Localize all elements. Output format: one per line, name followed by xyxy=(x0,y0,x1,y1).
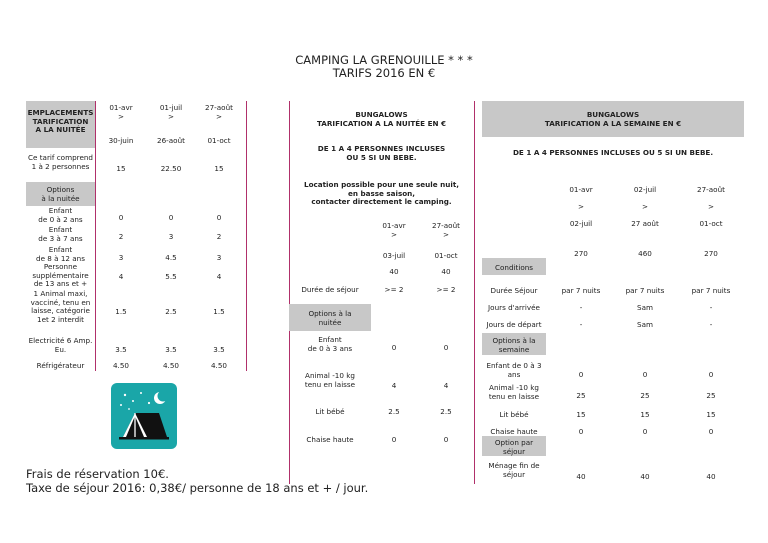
emp-row-value: 4.5 xyxy=(165,253,177,262)
emp-period-3-end: 01-oct xyxy=(207,136,231,145)
emp-row-label: Enfant de 3 à 7 ans xyxy=(38,225,83,243)
emp-row-value: 4.50 xyxy=(210,361,227,370)
emp-row-value: 3 xyxy=(168,232,174,241)
semaine-conditions-label: Conditions xyxy=(494,263,534,272)
semaine-price-3: 270 xyxy=(704,249,718,258)
nuitee-row-value: 2.5 xyxy=(388,407,400,416)
semaine-cond-value: - xyxy=(709,320,713,329)
semaine-row-value: 0 xyxy=(642,427,648,436)
nuitee-period-2-start: 27-août > xyxy=(432,221,460,239)
emp-row-label: Personne supplémentaire de 13 ans et + xyxy=(32,262,89,288)
emp-row-value: 5.5 xyxy=(165,272,177,281)
semaine-row-value: 25 xyxy=(576,391,586,400)
semaine-row-value: 15 xyxy=(640,410,650,419)
nuitee-row-value: 2.5 xyxy=(440,407,452,416)
semaine-period-2-end: 27 août xyxy=(631,219,659,228)
semaine-row-label: Chaise haute xyxy=(490,427,538,436)
emp-row-value: 1.5 xyxy=(213,307,225,316)
emp-row-label: Enfant de 8 à 12 ans xyxy=(36,245,85,263)
semaine-row-value: 0 xyxy=(578,370,584,379)
nuitee-row-value: 0 xyxy=(443,343,449,352)
camping-logo xyxy=(111,383,177,449)
nuitee-subheading: DE 1 A 4 PERSONNES INCLUSES OU 5 SI UN BEBE. xyxy=(317,144,446,162)
emp-row-value: 4 xyxy=(216,272,222,281)
semaine-cond-value: par 7 nuits xyxy=(691,286,731,295)
semaine-cond-value: Sam xyxy=(637,320,653,329)
semaine-menage-value: 40 xyxy=(640,472,650,481)
semaine-cond-label: Durée Séjour xyxy=(490,286,538,295)
emp-row-value: 3.5 xyxy=(213,345,225,354)
emp-row-label: Electricité 6 Amp. Eu. xyxy=(28,336,93,354)
nuitee-price-1: 40 xyxy=(389,267,399,276)
emp-row-value: 2.5 xyxy=(165,307,177,316)
camping-name: CAMPING LA GRENOUILLE * * * xyxy=(295,53,473,67)
semaine-price-1: 270 xyxy=(574,249,588,258)
nuitee-row-label: Chaise haute xyxy=(306,435,354,444)
emp-row-label: Réfrigérateur xyxy=(36,361,85,370)
emp-row-value: 0 xyxy=(216,213,222,222)
semaine-period-1-end: 02-juil xyxy=(569,219,593,228)
emp-period-2-end: 26-août xyxy=(157,136,185,145)
nuitee-duree-2: >= 2 xyxy=(436,285,456,294)
reservation-fee-note: Frais de réservation 10€. xyxy=(26,467,169,481)
emp-row-label: Enfant de 0 à 2 ans xyxy=(38,206,83,224)
emp-period-1-start: 01-avr > xyxy=(109,103,133,121)
semaine-period-3-end: 01-oct xyxy=(699,219,723,228)
nuitee-row-value: 4 xyxy=(443,381,449,390)
semaine-row-value: 15 xyxy=(576,410,586,419)
emp-row-value: 4 xyxy=(118,272,124,281)
semaine-cond-value: par 7 nuits xyxy=(625,286,665,295)
emp-period-1-end: 30-juin xyxy=(108,136,134,145)
nuitee-row-label: Lit bébé xyxy=(315,407,345,416)
semaine-period-1-start: 01-avr > xyxy=(569,185,593,211)
emp-row-value: 2 xyxy=(216,232,222,241)
emp-period-2-start: 01-juil > xyxy=(159,103,183,121)
semaine-row-label: Animal -10 kg tenu en laisse xyxy=(488,383,540,401)
semaine-cond-value: par 7 nuits xyxy=(561,286,601,295)
nuitee-row-value: 4 xyxy=(391,381,397,390)
semaine-cond-value: - xyxy=(709,303,713,312)
emplacements-heading: EMPLACEMENTS TARIFICATION A LA NUITÉE xyxy=(27,108,94,134)
nuitee-row-value: 0 xyxy=(391,435,397,444)
semaine-cond-value: - xyxy=(579,320,583,329)
emp-options-label: Options à la nuitée xyxy=(41,185,80,203)
nuitee-price-2: 40 xyxy=(441,267,451,276)
nuitee-period-2-end: 01-oct xyxy=(434,251,458,260)
nuitee-row-label: Animal -10 kg tenu en laisse xyxy=(304,371,356,389)
semaine-row-value: 0 xyxy=(708,370,714,379)
semaine-row-value: 25 xyxy=(640,391,650,400)
semaine-cond-value: Sam xyxy=(637,303,653,312)
tourist-tax-note: Taxe de séjour 2016: 0,38€/ personne de 18 ans et + / jour. xyxy=(26,481,369,495)
semaine-row-value: 0 xyxy=(578,427,584,436)
semaine-menage-value: 40 xyxy=(706,472,716,481)
nuitee-row-value: 0 xyxy=(391,343,397,352)
emp-row-value: 0 xyxy=(168,213,174,222)
emp-row-value: 4.50 xyxy=(112,361,129,370)
emp-base-3: 15 xyxy=(214,164,224,173)
emp-row-value: 0 xyxy=(118,213,124,222)
semaine-menage-value: 40 xyxy=(576,472,586,481)
semaine-row-value: 15 xyxy=(706,410,716,419)
emp-period-3-start: 27-août > xyxy=(205,103,233,121)
emp-row-value: 3 xyxy=(216,253,222,262)
emp-row-value: 3 xyxy=(118,253,124,262)
emp-row-value: 2 xyxy=(118,232,124,241)
semaine-heading: BUNGALOWS TARIFICATION A LA SEMAINE EN € xyxy=(544,110,682,128)
nuitee-row-value: 0 xyxy=(443,435,449,444)
emp-row-value: 3.5 xyxy=(165,345,177,354)
emp-row-label: 1 Animal maxi, vacciné, tenu en laisse, catégorie 1et 2 interdit xyxy=(30,289,91,324)
page-title xyxy=(0,54,768,80)
semaine-menage-label: Ménage fin de séjour xyxy=(488,461,540,479)
semaine-period-3-start: 27-août > xyxy=(697,185,725,211)
nuitee-period-1-end: 03-juil xyxy=(382,251,406,260)
semaine-row-value: 0 xyxy=(642,370,648,379)
semaine-option-sejour-label: Option par séjour xyxy=(494,438,534,456)
emp-row-value: 1.5 xyxy=(115,307,127,316)
semaine-price-2: 460 xyxy=(638,249,652,258)
semaine-row-value: 0 xyxy=(708,427,714,436)
semaine-row-value: 25 xyxy=(706,391,716,400)
nuitee-duree-label: Durée de séjour xyxy=(301,285,359,294)
emp-base-2: 22.50 xyxy=(160,164,182,173)
nuitee-duree-1: >= 2 xyxy=(384,285,404,294)
emp-base-label: Ce tarif comprend 1 à 2 personnes xyxy=(28,153,93,171)
semaine-cond-label: Jours d'arrivée xyxy=(488,303,540,312)
emp-base-1: 15 xyxy=(116,164,126,173)
semaine-subheading: DE 1 A 4 PERSONNES INCLUSES OU 5 SI UN BEBE. xyxy=(512,148,714,157)
nuitee-row-label: Enfant de 0 à 3 ans xyxy=(307,335,353,353)
semaine-row-label: Lit bébé xyxy=(499,410,529,419)
semaine-period-2-start: 02-juil > xyxy=(633,185,657,211)
semaine-row-label: Enfant de 0 à 3 ans xyxy=(486,361,542,379)
tarifs-year: TARIFS 2016 EN € xyxy=(332,66,436,80)
nuitee-options-label: Options à la nuitée xyxy=(308,309,352,327)
semaine-cond-label: Jours de départ xyxy=(486,320,542,329)
semaine-options-label: Options à la semaine xyxy=(492,336,536,354)
tent-night-icon xyxy=(111,383,177,449)
emp-row-value: 3.5 xyxy=(115,345,127,354)
nuitee-note: Location possible pour une seule nuit, en basse saison, contacter directement le camping. xyxy=(303,180,459,206)
nuitee-period-1-start: 01-avr > xyxy=(382,221,406,239)
nuitee-heading: BUNGALOWS TARIFICATION A LA NUITÉE EN € xyxy=(316,110,447,128)
semaine-cond-value: - xyxy=(579,303,583,312)
emp-row-value: 4.50 xyxy=(162,361,179,370)
